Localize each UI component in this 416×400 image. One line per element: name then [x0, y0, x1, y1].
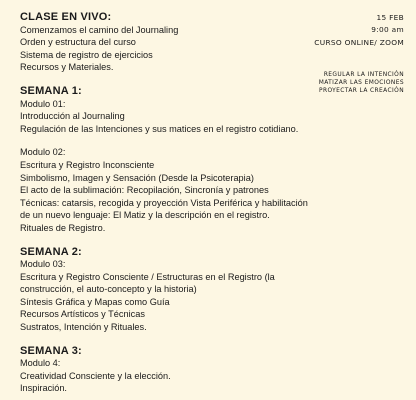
intro-line: Comenzamos el camino del Journaling — [20, 24, 179, 35]
tagline-line: MATIZAR LAS EMOCIONES — [318, 80, 404, 87]
module-title: Modulo 4: — [20, 358, 61, 369]
module-line: Creatividad Consciente y la elección. — [20, 370, 171, 381]
module-line: Técnicas: catarsis, recogida y proyección Vista Periférica y habilitación de un nuevo lenguaje: El Matiz y la descripción en el registro. — [20, 197, 308, 221]
session-date: 15 FEB — [376, 13, 404, 22]
module-line: El acto de la sublimación: Recopilación, Sincronía y patrones — [20, 185, 269, 196]
module-line: Introducción al Journaling — [20, 111, 125, 122]
module-line: Sustratos, Intención y Rituales. — [20, 322, 147, 333]
tagline-line: REGULAR LA INTENCIÓN — [323, 72, 404, 78]
module-line: Rituales de Registro. — [20, 222, 106, 233]
module-line: Regulación de las Intenciones y sus matices en el registro cotidiano. — [20, 123, 299, 134]
intro-line: Sistema de registro de ejercicios — [20, 49, 153, 60]
module-title: Modulo 03: — [20, 259, 66, 270]
session-info — [314, 12, 404, 49]
intro-line: Recursos y Materiales. — [20, 62, 114, 73]
module-title: Modulo 02: — [20, 147, 66, 158]
module-line: Inspiración. — [20, 383, 67, 394]
session-time: 9:00 am — [371, 25, 404, 35]
module-line: Escritura y Registro Consciente / Estructuras en el Registro (la construcción, el auto-concepto y la historia) — [20, 271, 275, 295]
module-line: Escritura y Registro Inconsciente — [20, 159, 155, 170]
live-class-title: CLASE EN VIVO: — [20, 11, 112, 23]
module-line: Síntesis Gráfica y Mapas como Guía — [20, 296, 170, 307]
intro-line: Orden y estructura del curso — [20, 37, 136, 48]
week-3-heading: SEMANA 3: — [20, 344, 82, 357]
module-line: Simbolismo, Imagen y Sensación (Desde la Psicoterapia) — [20, 172, 254, 183]
tagline-line: PROYECTAR LA CREACIÓN — [319, 88, 404, 95]
module-title: Modulo 01: — [20, 98, 66, 109]
module-line: Recursos Artísticos y Técnicas — [20, 309, 145, 320]
session-mode: CURSO ONLINE/ ZOOM — [314, 37, 404, 47]
course-outline — [20, 11, 320, 395]
course-tagline — [319, 71, 404, 96]
week-1-heading: SEMANA 1: — [20, 84, 82, 97]
week-2-heading: SEMANA 2: — [20, 245, 82, 258]
